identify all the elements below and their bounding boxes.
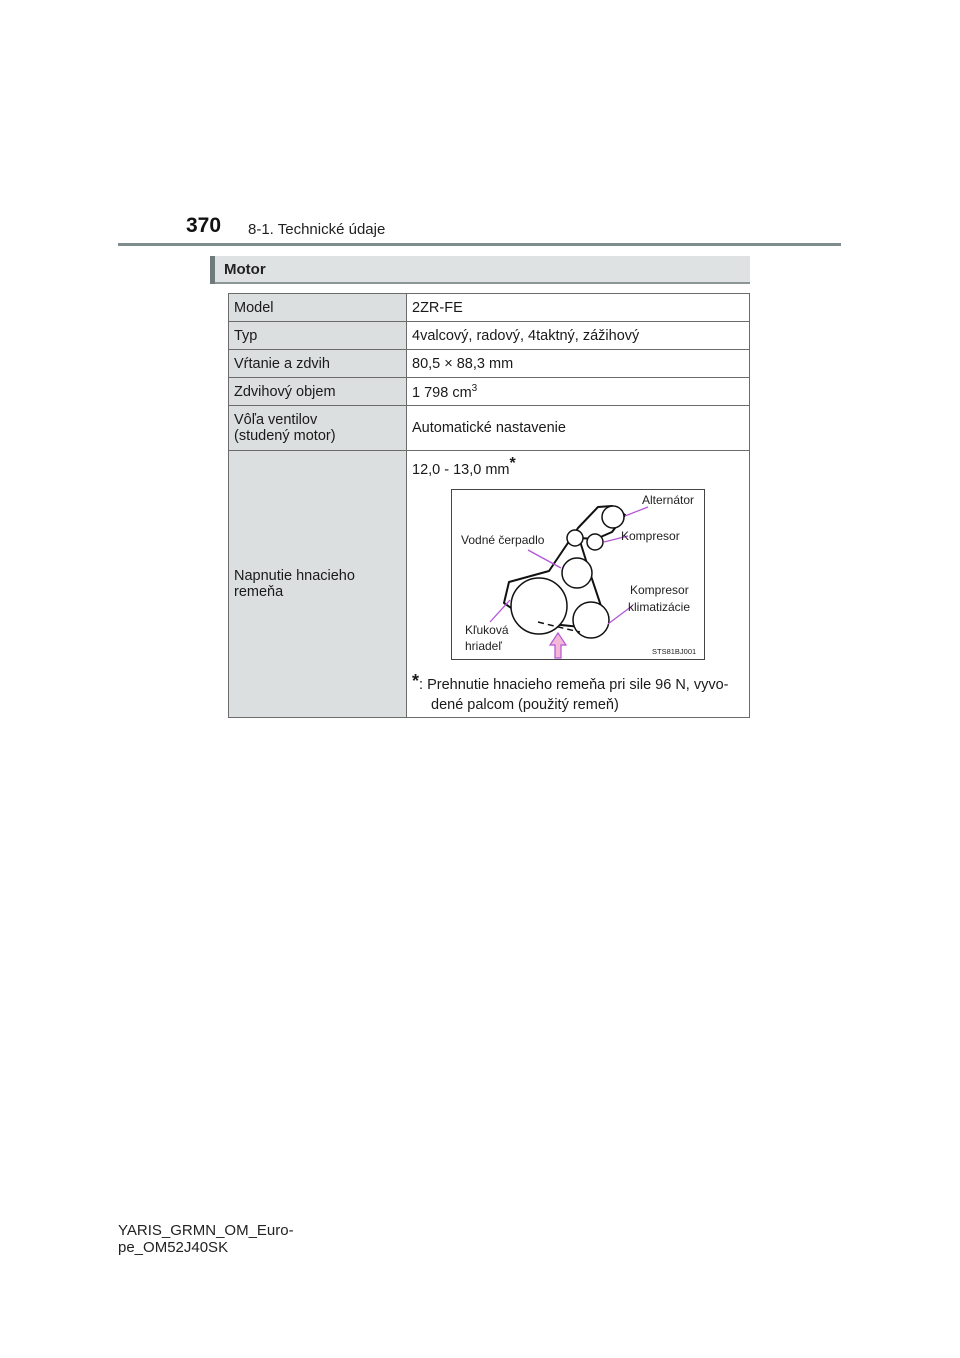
compressor-pulley bbox=[587, 534, 603, 550]
label-water-pump: Vodné čerpadlo bbox=[461, 533, 545, 547]
label-crank-line1: Kľuková bbox=[465, 623, 509, 637]
row-label-valve-clearance bbox=[229, 406, 407, 451]
page-number: 370 bbox=[186, 214, 222, 237]
row-label-bore-stroke: Vŕtanie a zdvih bbox=[229, 350, 407, 378]
footer-line1: YARIS_GRMN_OM_Euro- bbox=[118, 1222, 294, 1239]
table-row bbox=[229, 322, 750, 350]
row-label-displacement: Zdvihový objem bbox=[229, 378, 407, 406]
footer-line2: pe_OM52J40SK bbox=[118, 1239, 229, 1256]
footnote bbox=[412, 671, 752, 715]
belt-tension-text: 12,0 - 13,0 mm bbox=[412, 462, 510, 478]
table-row bbox=[229, 406, 750, 451]
label-alternator: Alternátor bbox=[642, 493, 695, 507]
belt-diagram-svg bbox=[452, 490, 704, 659]
asterisk-marker: * bbox=[509, 455, 516, 472]
footnote-asterisk: * bbox=[412, 671, 420, 691]
callout-alternator bbox=[625, 507, 648, 516]
engine-spec-table bbox=[228, 293, 750, 718]
displacement-value: 1 798 cm bbox=[412, 384, 472, 401]
belt-diagram bbox=[451, 489, 705, 660]
table-row bbox=[229, 378, 750, 406]
motor-section-title: Motor bbox=[224, 261, 266, 278]
table-row bbox=[229, 350, 750, 378]
label-compressor: Kompresor bbox=[621, 529, 680, 543]
row-value-bore-stroke: 80,5 × 88,3 mm bbox=[407, 350, 750, 378]
header-rule bbox=[118, 243, 841, 246]
row-value-belt-tension bbox=[407, 451, 750, 718]
row-value-valve-clearance: Automatické nastavenie bbox=[407, 406, 750, 451]
row-value-model: 2ZR-FE bbox=[407, 294, 750, 322]
section-title: 8-1. Technické údaje bbox=[248, 221, 386, 238]
ac-compressor-pulley bbox=[573, 602, 609, 638]
displacement-exponent: 3 bbox=[471, 382, 478, 394]
row-label-belt-tension bbox=[229, 451, 407, 718]
footnote-line2: dené palcom (použitý remeň) bbox=[431, 697, 619, 713]
valve-label-line1: Vôľa ventilov bbox=[234, 412, 318, 428]
document-footer bbox=[118, 1222, 294, 1256]
label-figure-code: STS81BJ001 bbox=[652, 647, 697, 656]
row-label-type: Typ bbox=[229, 322, 407, 350]
water-pump-pulley bbox=[562, 558, 592, 588]
row-label-model: Model bbox=[229, 294, 407, 322]
row-value-type: 4valcový, radový, 4taktný, zážihový bbox=[407, 322, 750, 350]
idler-pulley bbox=[567, 530, 583, 546]
belt-tension-value bbox=[412, 455, 516, 478]
motor-section-bar bbox=[210, 256, 750, 284]
valve-label-line2: (studený motor) bbox=[234, 428, 336, 444]
label-ac-line2: klimatizácie bbox=[628, 600, 691, 614]
belt-label-line2: remeňa bbox=[234, 584, 284, 600]
belt-label-line1: Napnutie hnacieho bbox=[234, 568, 355, 584]
row-value-displacement bbox=[407, 378, 750, 406]
label-crank-line2: hriadeľ bbox=[465, 639, 502, 653]
callout-crankshaft bbox=[490, 600, 510, 622]
push-arrow-icon bbox=[550, 633, 566, 658]
section-accent bbox=[210, 256, 215, 284]
label-ac-line1: Kompresor bbox=[630, 583, 689, 597]
crankshaft-pulley bbox=[511, 578, 567, 634]
footnote-line1: : Prehnutie hnacieho remeňa pri sile 96 N, vyvo- bbox=[419, 677, 729, 693]
table-row bbox=[229, 451, 750, 718]
alternator-pulley bbox=[602, 506, 624, 528]
table-row bbox=[229, 294, 750, 322]
